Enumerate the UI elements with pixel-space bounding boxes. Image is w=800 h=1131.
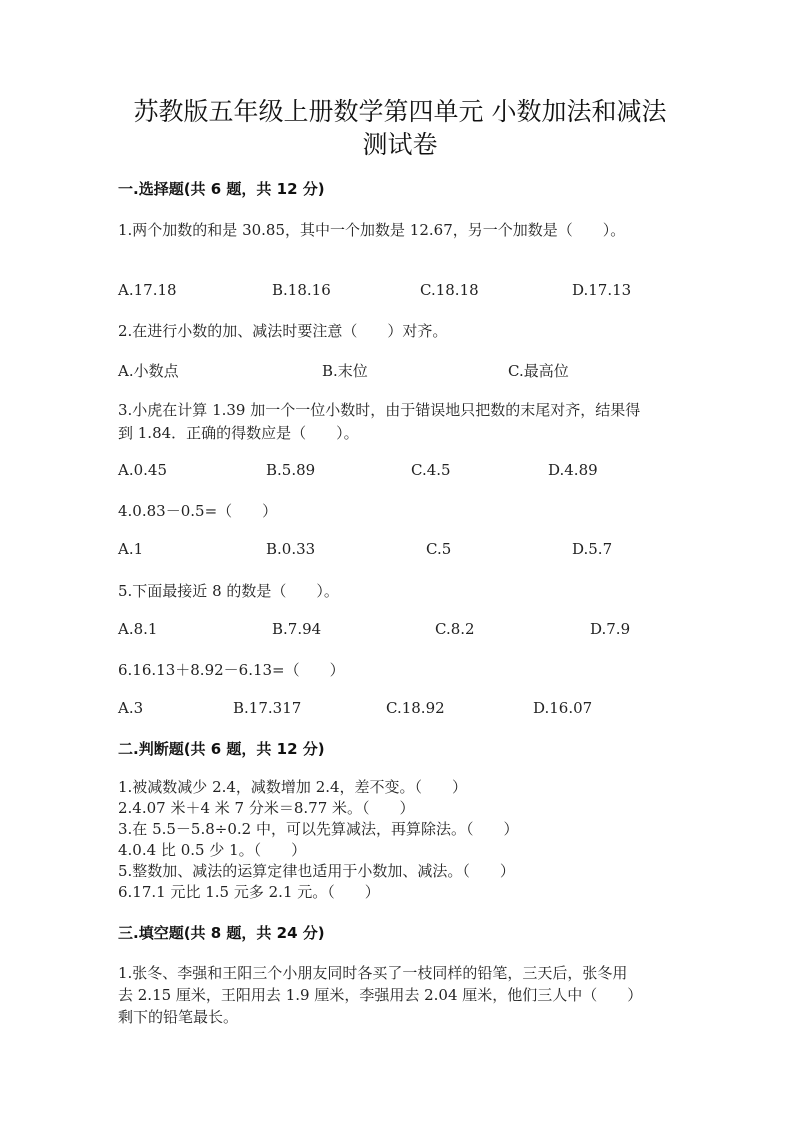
option: A.17.18 [118, 281, 177, 299]
option: D.4.89 [548, 461, 598, 479]
question-stem-continued: 到 1.84．正确的得数应是（ ）。 [118, 424, 359, 442]
statement-item: 5.整数加、减法的运算定律也适用于小数加、减法。（ ） [118, 862, 515, 880]
option: D.5.7 [572, 540, 613, 558]
option: A.3 [118, 699, 144, 717]
option-row [0, 360, 800, 382]
statement-item: 3.在 5.5－5.8÷0.2 中，可以先算减法，再算除法。（ ） [118, 820, 519, 838]
question-stem: 4.0.83－0.5=（ ） [118, 502, 278, 520]
option: D.16.07 [533, 699, 593, 717]
option: A.8.1 [118, 620, 158, 638]
option: C.8.2 [435, 620, 475, 638]
statement-item: 6.17.1 元比 1.5 元多 2.1 元。（ ） [118, 883, 380, 901]
section-heading-judgement: 二.判断题(共 6 题，共 12 分) [118, 740, 325, 758]
option-row [0, 461, 800, 483]
page-title: 苏教版五年级上册数学第四单元 小数加法和减法 [133, 97, 667, 126]
option: C.最高位 [508, 362, 569, 380]
question-stem: 1.张冬、李强和王阳三个小朋友同时各买了一枝同样的铅笔，三天后，张冬用 [118, 964, 628, 982]
page-subtitle: 测试卷 [362, 130, 438, 159]
question-stem: 3.小虎在计算 1.39 加一个一位小数时，由于错误地只把数的末尾对齐，结果得 [118, 401, 641, 419]
question-stem: 1.两个加数的和是 30.85，其中一个加数是 12.67，另一个加数是（ ）。 [118, 221, 626, 239]
option-row [0, 620, 800, 642]
question-stem: 2.在进行小数的加、减法时要注意（ ）对齐。 [118, 322, 448, 340]
option: A.0.45 [118, 461, 167, 479]
option-row [0, 540, 800, 562]
option: C.18.92 [386, 699, 445, 717]
option: B.末位 [322, 362, 368, 380]
option: B.17.317 [233, 699, 302, 717]
statement-item: 2.4.07 米＋4 米 7 分米＝8.77 米。（ ） [118, 799, 415, 817]
option: D.7.9 [590, 620, 631, 638]
question-stem-continued: 去 2.15 厘米，王阳用去 1.9 厘米，李强用去 2.04 厘米，他们三人中（ ） [118, 986, 643, 1004]
option-row [0, 699, 800, 721]
option: C.5 [426, 540, 452, 558]
option: B.0.33 [266, 540, 316, 558]
section-heading-choice: 一.选择题(共 6 题，共 12 分) [118, 180, 325, 198]
option: A.1 [118, 540, 144, 558]
option: D.17.13 [572, 281, 632, 299]
option: C.4.5 [411, 461, 451, 479]
option-row [0, 281, 800, 303]
option: B.18.16 [272, 281, 331, 299]
option: A.小数点 [118, 362, 179, 380]
option: C.18.18 [420, 281, 479, 299]
option: B.5.89 [266, 461, 316, 479]
statement-item: 1.被减数减少 2.4，减数增加 2.4，差不变。（ ） [118, 778, 468, 796]
question-stem: 6.16.13＋8.92－6.13=（ ） [118, 661, 345, 679]
question-stem: 5.下面最接近 8 的数是（ ）。 [118, 582, 339, 600]
section-heading-fill-in: 三.填空题(共 8 题，共 24 分) [118, 924, 325, 942]
option: B.7.94 [272, 620, 322, 638]
statement-item: 4.0.4 比 0.5 少 1。（ ） [118, 841, 307, 859]
question-stem-continued: 剩下的铅笔最长。 [118, 1008, 239, 1026]
